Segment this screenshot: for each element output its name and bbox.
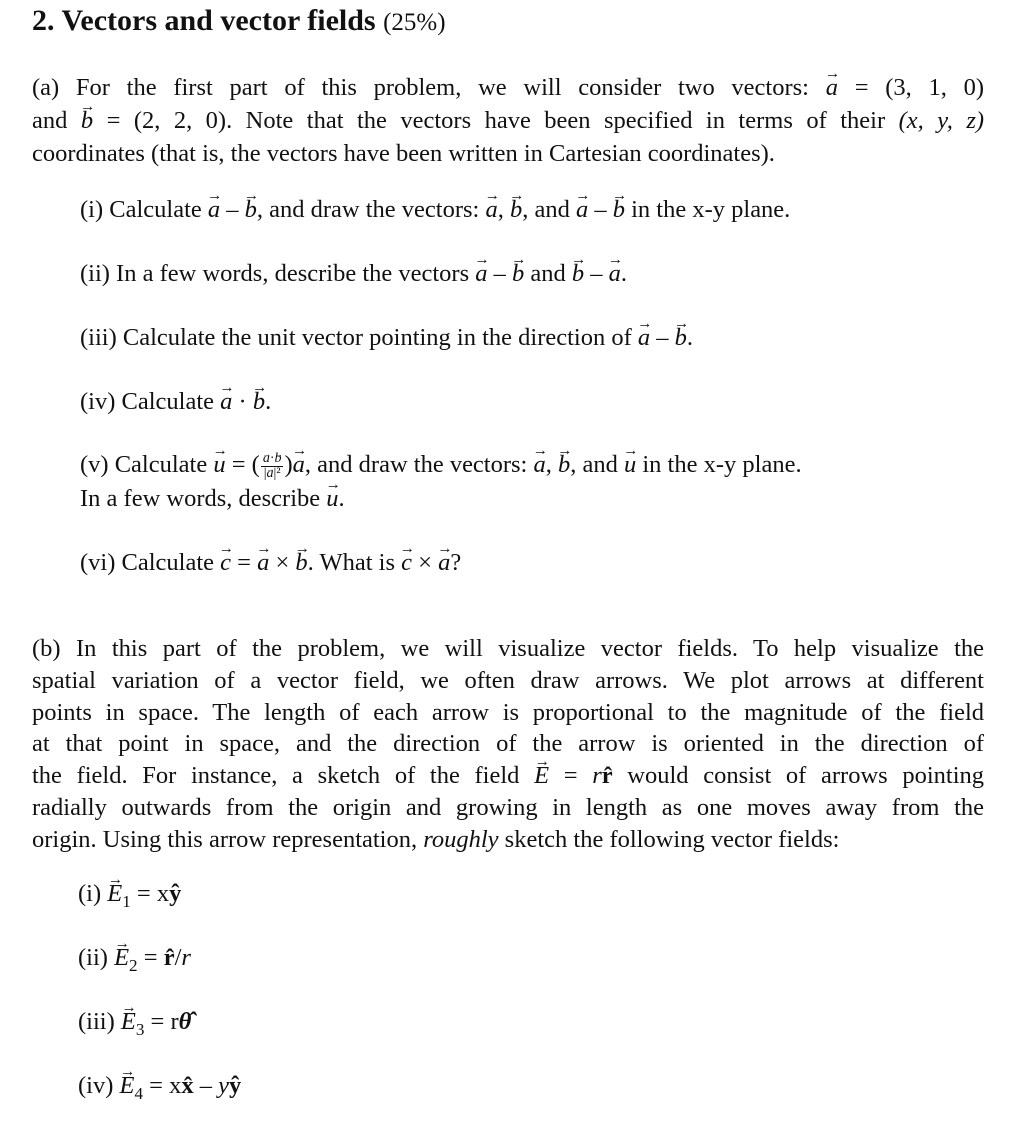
part-b-line-2: spatial variation of a vector field, we often draw arrows. We plot arrows at different: [32, 667, 984, 694]
section-title: [32, 4, 446, 38]
part-a-intro-line-1: (a) For the first part of this problem, we will consider two vectors: a → = (3, 1, 0): [32, 74, 984, 102]
section-weight: (25%): [383, 9, 446, 36]
part-b-line-5: the field. For instance, a sketch of the field E → = rr̂ would consist of arrows pointing: [32, 762, 984, 790]
part-b-item-i: (i) $E \to_1$ = xŷ: [78, 880, 181, 912]
part-a-intro-line-2: and b → = (2, 2, 0). Note that the vectors have been specified in terms of their (x, y, z): [32, 107, 984, 135]
part-b-line-3: points in space. The length of each arrow is proportional to the magnitude of the field: [32, 699, 984, 726]
part-b-line-7: origin. Using this arrow representation, roughly sketch the following vector fields:: [32, 826, 840, 853]
part-a-item-vi: (vi) Calculate c → = a → × b →. What is c → × a →?: [80, 549, 461, 577]
part-a-item-i: (i) Calculate a → – b →, and draw the vectors: a →, b →, and a → – b → in the x-y plane.: [80, 196, 790, 224]
part-a-item-iv: (iv) Calculate a → · b →.: [80, 388, 271, 416]
part-b-line-6: radially outwards from the origin and growing in length as one moves away from the: [32, 794, 984, 821]
section-title-text: Vectors and vector fields: [61, 4, 376, 37]
dot-product-fraction: $\frac{a \to\cdot b \to}{\text{|a →|²}}$: [261, 452, 284, 481]
part-b-item-iv: (iv) $E \to_4$ = xx̂ – yŷ: [78, 1072, 241, 1104]
section-number: 2.: [32, 4, 55, 37]
part-b-line-1: (b) In this part of the problem, we will visualize vector fields. To help visualize the: [32, 635, 984, 662]
part-b-item-ii: (ii) $E \to_2$ = r̂/r: [78, 944, 191, 976]
part-b-item-iii: (iii) $E \to_3$ = rθ̂: [78, 1008, 191, 1040]
part-a-item-ii: (ii) In a few words, describe the vectors a → – b → and b → – a →.: [80, 260, 627, 288]
part-a-item-iii: (iii) Calculate the unit vector pointing in the direction of a → – b →.: [80, 324, 693, 352]
part-a-intro-line-3: coordinates (that is, the vectors have been written in Cartesian coordinates).: [32, 140, 775, 167]
part-a-item-v: (v) Calculate u → = ( $\frac{a \to\cdot b \to}{\text{|a →|²}}$ )a →, and draw the vectors: a →, b →, and u → in the x-y plane.: [80, 451, 802, 481]
part-a-item-v-line-2: In a few words, describe u →.: [80, 485, 345, 513]
part-b-line-4: at that point in space, and the direction of the arrow is oriented in the direction of: [32, 730, 984, 757]
